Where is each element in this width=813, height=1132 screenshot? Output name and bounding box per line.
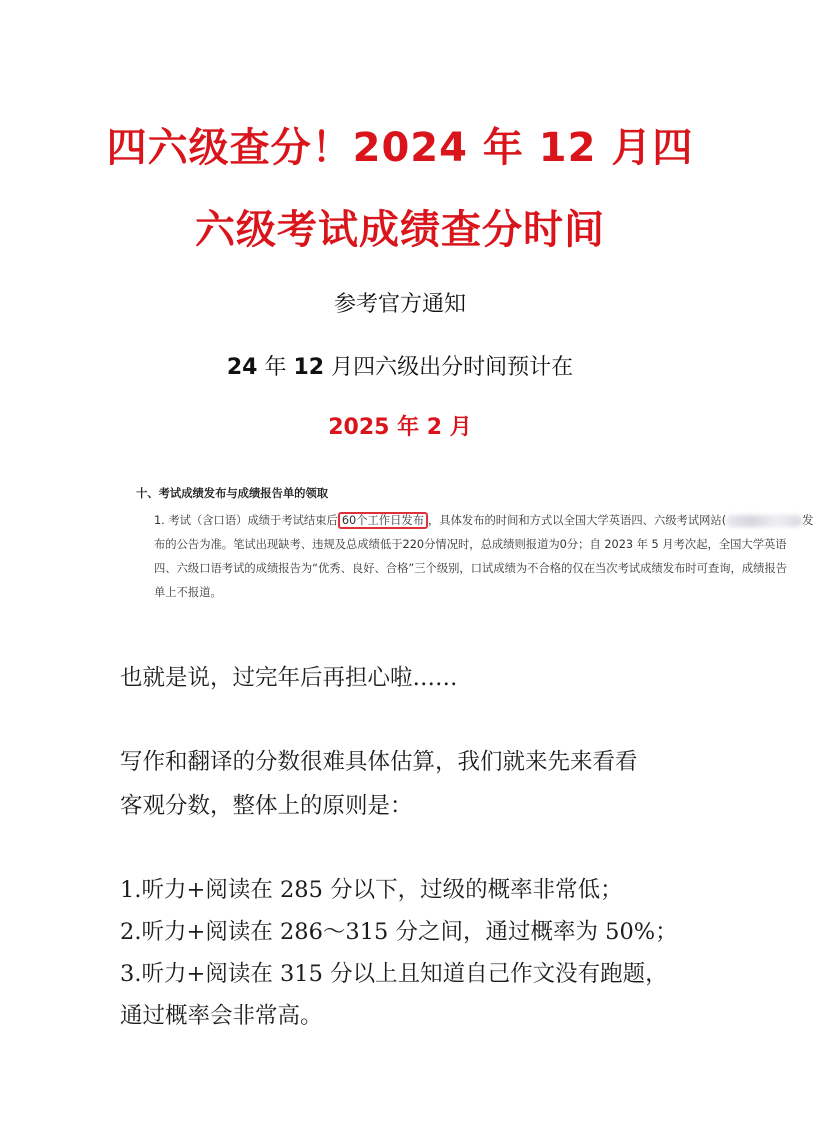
paragraph-objective-score-line-2: 客观分数，整体上的原则是： — [120, 793, 413, 819]
official-notice-label: 参考官方通知 — [333, 292, 466, 317]
blurred-website-url — [726, 515, 802, 527]
release-date — [0, 410, 800, 441]
release-date-text-b: 月 — [442, 414, 472, 440]
release-date-text-a: 年 — [389, 414, 427, 440]
notice-line-2: 布的公告为准。笔试出现缺考、违规及总成绩低于220分情况时，总成绩则报道为0分；自 2023 年 5 月考次起，全国大学英语 — [154, 538, 787, 551]
list-item-continuation: 通过概率会非常高。 — [120, 1003, 323, 1029]
notice-heading: 十、考试成绩发布与成绩报告单的领取 — [136, 487, 329, 500]
page-title-line-1: 四六级查分！2024 年 12 月四 — [106, 125, 694, 171]
list-item: 1.听力+阅读在 285 分以下，过级的概率非常低； — [120, 877, 623, 903]
list-item: 2.听力+阅读在 286～315 分之间，通过概率为 50%； — [120, 919, 678, 945]
notice-line-3: 四、六级口语考试的成绩报告为“优秀、良好、合格”三个级别，口试成绩为不合格的仅在当次考试成绩发布时可查询，成绩报告 — [154, 562, 788, 575]
release-estimate-line — [0, 350, 800, 381]
notice-line-1-b: ，具体发布的时间和方式以全国大学英语四、六级考试网站( — [428, 514, 727, 527]
release-estimate-month: 12 — [293, 355, 325, 380]
list-item: 3.听力+阅读在 315 分以上且知道自己作文没有跑题， — [120, 961, 668, 987]
release-date-month: 2 — [426, 415, 443, 440]
notice-highlight-60-workdays: 60个工作日发布 — [338, 512, 428, 529]
notice-line-1-a: 1. 考试（含口语）成绩于考试结束后 — [154, 514, 338, 527]
release-date-year: 2025 — [328, 415, 390, 440]
release-estimate-text-a: 年 — [257, 355, 294, 380]
release-estimate-text-b: 月四六级出分时间预计在 — [324, 355, 574, 380]
notice-line-4: 单上不报道。 — [154, 586, 222, 599]
paragraph-objective-score-line-1: 写作和翻译的分数很难具体估算，我们就来先来看看 — [120, 749, 638, 775]
paragraph-after-new-year: 也就是说，过完年后再担心啦…… — [120, 665, 458, 691]
page-title-line-2: 六级考试成绩查分时间 — [195, 207, 605, 253]
notice-line-1-c: 发 — [802, 514, 813, 527]
notice-line-1 — [154, 509, 813, 533]
release-estimate-year: 24 — [226, 355, 258, 380]
